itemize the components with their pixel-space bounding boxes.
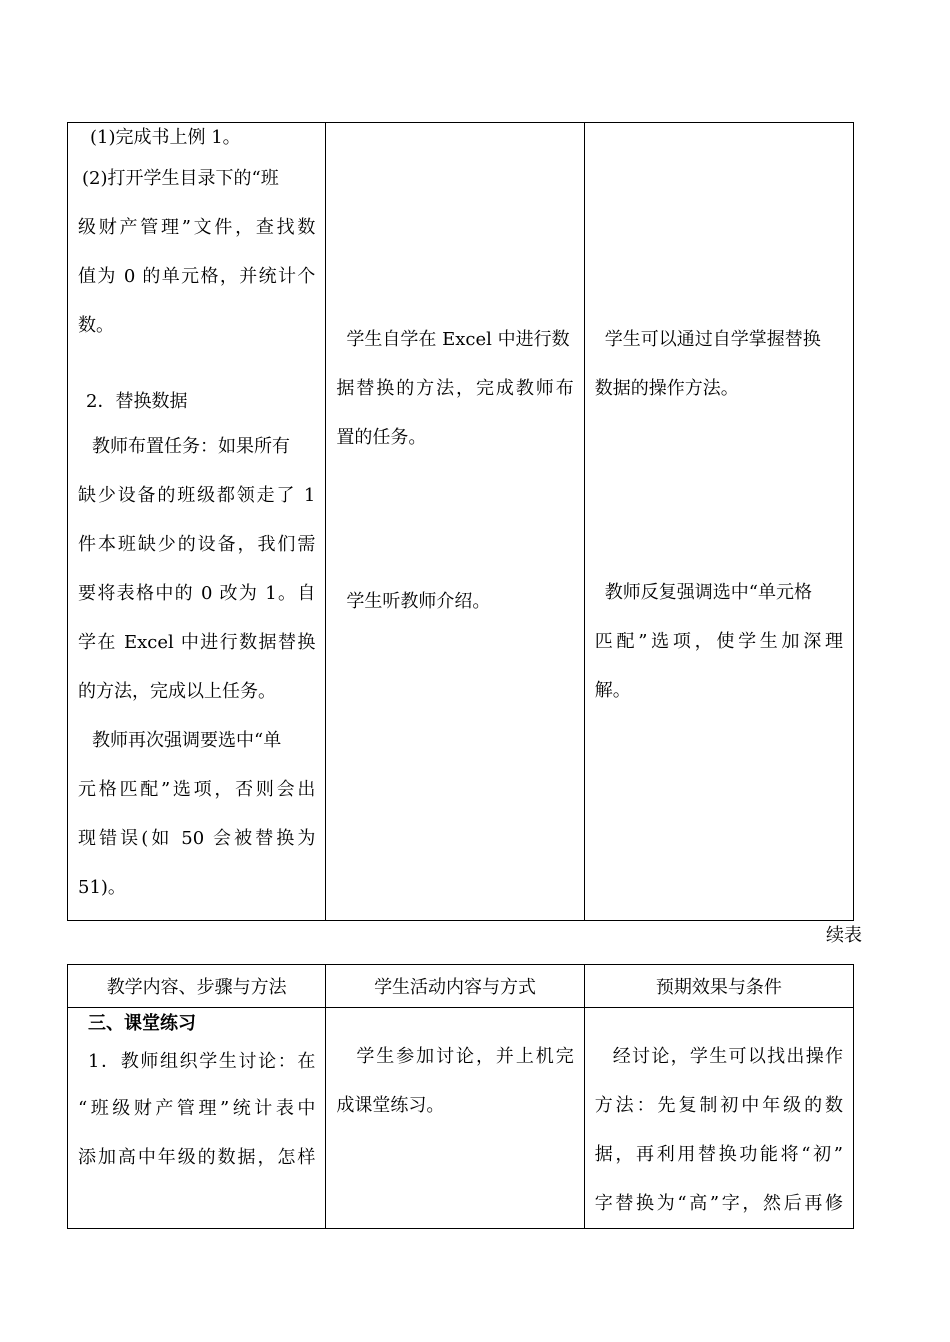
effect-text: 解。 [594, 680, 631, 701]
activity-text: 成课堂练习。 [336, 1095, 445, 1116]
step-text: 的方法，完成以上任务。 [78, 681, 276, 702]
step-text: 要将表格中的 0 改为 1。自 [78, 583, 316, 604]
continued-label: 续表 [826, 925, 862, 946]
column-header: 预期效果与条件 [584, 965, 853, 1008]
step-text: 件本班缺少的设备，我们需 [78, 534, 316, 555]
effect-text: 匹配”选项，使学生加深理 [594, 631, 843, 652]
step-text: 教师布置任务：如果所有 [92, 436, 290, 457]
table-row [68, 1008, 854, 1229]
activity-text: 学生听教师介绍。 [346, 591, 491, 612]
step-text: 1．教师组织学生讨论：在 [88, 1051, 316, 1072]
effect-text: 数据的操作方法。 [594, 378, 739, 399]
step-text: 51)。 [78, 877, 126, 898]
step-text: 数。 [78, 315, 114, 336]
effect-text: 字替换为“高”字，然后再修 [594, 1193, 843, 1214]
step-text: (2)打开学生目录下的“班 [82, 168, 279, 189]
effect-text: 教师反复强调选中“单元格 [604, 582, 812, 603]
step-text: 现错误(如 50 会被替换为 [78, 828, 316, 849]
section-heading: 2．替换数据 [86, 391, 188, 412]
step-text: 元格匹配”选项，否则会出 [78, 779, 316, 800]
effect-text: 经讨论，学生可以找出操作 [612, 1046, 843, 1067]
student-activity-cell [326, 123, 584, 921]
step-text: “班级财产管理”统计表中 [78, 1098, 316, 1119]
teaching-content-cell [68, 123, 326, 921]
table-row [68, 123, 854, 921]
column-header: 教学内容、步骤与方法 [68, 965, 326, 1008]
step-text: 缺少设备的班级都领走了 1 [78, 485, 316, 506]
activity-text: 置的任务。 [336, 427, 427, 448]
table-header-row [68, 965, 854, 1008]
effect-text: 方法：先复制初中年级的数 [594, 1095, 843, 1116]
section-heading: 三、课堂练习 [88, 1013, 196, 1034]
step-text: 学在 Excel 中进行数据替换 [78, 632, 316, 653]
step-text: 值为 0 的单元格，并统计个 [78, 266, 316, 287]
activity-text: 学生自学在 Excel 中进行数 [346, 329, 570, 350]
teaching-content-cell [68, 1008, 326, 1229]
column-header: 学生活动内容与方式 [326, 965, 584, 1008]
lesson-table-part2 [67, 964, 854, 1229]
expected-effect-cell [584, 123, 853, 921]
lesson-table-part1 [67, 122, 854, 921]
effect-text: 据，再利用替换功能将“初” [594, 1144, 843, 1165]
step-text: 添加高中年级的数据，怎样 [78, 1147, 316, 1168]
activity-text: 据替换的方法，完成教师布 [336, 378, 574, 399]
expected-effect-cell [584, 1008, 853, 1229]
step-text: 级财产管理”文件，查找数 [78, 217, 316, 238]
step-text: (1)完成书上例 1。 [90, 127, 241, 148]
activity-text: 学生参加讨论，并上机完 [356, 1046, 574, 1067]
step-text: 教师再次强调要选中“单 [92, 730, 282, 751]
effect-text: 学生可以通过自学掌握替换 [604, 329, 821, 350]
student-activity-cell [326, 1008, 584, 1229]
